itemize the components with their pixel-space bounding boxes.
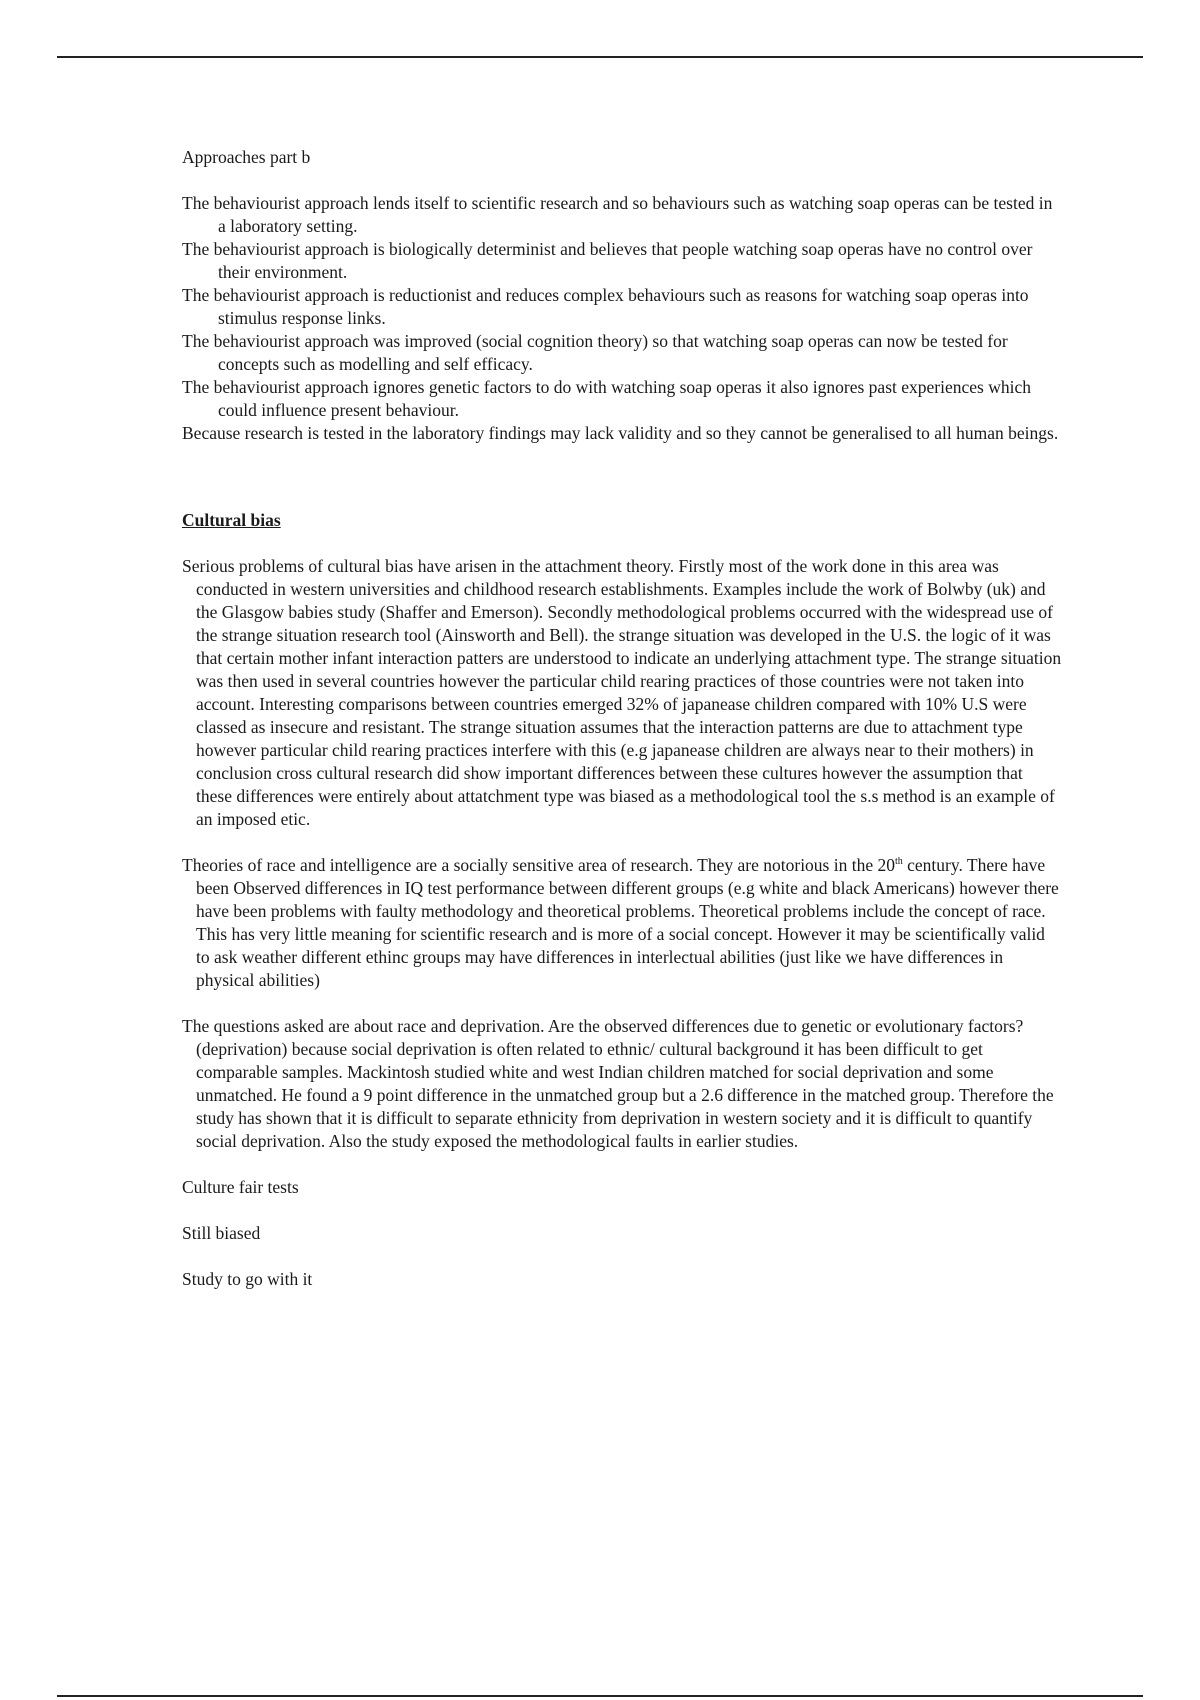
paragraph-race-deprivation: The questions asked are about race and deprivation. Are the observed differences due to genetic or evolutionary factors? (deprivation) because social deprivation is often related to ethnic/ cultural background it has been difficult to get comparable samples. Mackintosh studied white and west Indian children matched for social deprivation and some unmatched. He found a 9 point difference in the unmatched group but a 2.6 difference in the matched group. Therefore the study has shown that it is difficult to separate ethnicity from deprivation in western society and it is difficult to quantify social deprivation. Also the study exposed the methodological faults in earlier studies. [182,1016,1054,1151]
list-item: The behaviourist approach was improved (social cognition theory) so that watching soap operas can now be tested for concepts such as modelling and self efficacy. [182,331,1008,374]
list-item: The behaviourist approach is biologically determinist and believes that people watching soap operas have no control over their environment. [182,239,1033,282]
list-item: Because research is tested in the laboratory findings may lack validity and so they cannot be generalised to all human beings. [182,423,1059,443]
footer-rule [57,1695,1143,1697]
paragraph-race-intelligence [182,854,1062,992]
paragraph-text: century. There have been Observed differences in IQ test performance between different groups (e.g white and black Americans) however there have been problems with faulty methodology and theoretical problems. Theoretical problems include the concept of race. This has very little meaning for scientific research and is more of a social concept. However it may be scientifically valid to ask weather different ethinc groups may have differences in interlectual abilities (just like we have differences in physical abilities) [196,855,1059,990]
section-heading-cultural-bias: Cultural bias [182,510,281,530]
list-item: The behaviourist approach ignores genetic factors to do with watching soap operas it also ignores past experiences which could influence present behaviour. [182,377,1031,420]
document-title: Approaches part b [182,147,311,167]
paragraph-text: Theories of race and intelligence are a socially sensitive area of research. They are notorious in the 20 [182,855,895,875]
list-item: The behaviourist approach is reductionist and reduces complex behaviours such as reasons for watching soap operas into stimulus response links. [182,285,1029,328]
list-item: The behaviourist approach lends itself to scientific research and so behaviours such as watching soap operas can be tested in a laboratory setting. [182,193,1053,236]
document-body [182,146,1062,1314]
note-line: Still biased [182,1223,261,1243]
ordinal-suffix: th [894,856,903,868]
note-line: Culture fair tests [182,1177,299,1197]
paragraph-attachment-bias: Serious problems of cultural bias have arisen in the attachment theory. Firstly most of the work done in this area was conducted in western universities and childhood research establishments. Examples include the work of Bolwby (uk) and the Glasgow babies study (Shaffer and Emerson). Secondly methodological problems occurred with the widespread use of the strange situation research tool (Ainsworth and Bell). the strange situation was developed in the U.S. the logic of it was that certain mother infant interaction patters are understood to indicate an underlying attachment type. The strange situation was then used in several countries however the particular child rearing practices of those countries were not taken into account. Interesting comparisons between countries emerged 32% of japanease children compared with 10% U.S were classed as insecure and resistant. The strange situation assumes that the interaction patterns are due to attachment type however particular child rearing practices interfere with this (e.g japanease children are always near to their mothers) in conclusion cross cultural research did show important differences between these cultures however the assumption that these differences were entirely about attatchment type was biased as a methodological tool the s.s method is an example of an imposed etic. [182,556,1062,829]
evaluation-list [182,192,1062,445]
header-rule [57,56,1143,58]
note-line: Study to go with it [182,1269,313,1289]
